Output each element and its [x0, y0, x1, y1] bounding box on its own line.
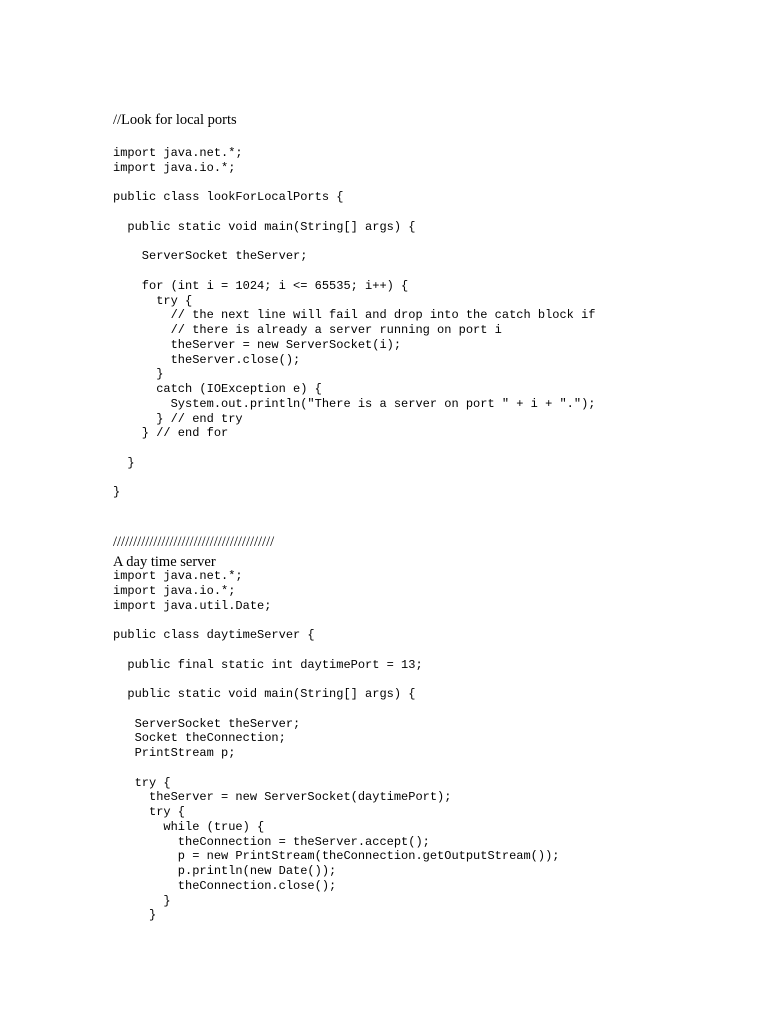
code-line: [113, 761, 559, 776]
section-2-heading: A day time server: [113, 554, 216, 570]
code-line: public final static int daytimePort = 13;: [113, 657, 423, 672]
code-line: }: [113, 893, 171, 908]
section-2-code-block: [113, 569, 559, 923]
code-line: [113, 176, 595, 191]
code-line: import java.io.*;: [113, 583, 236, 598]
code-line: // the next line will fail and drop into the catch block if: [113, 308, 596, 323]
section-separator: ////////////////////////////////////////: [113, 534, 275, 550]
code-line: public static void main(String[] args) {: [113, 219, 416, 234]
code-line: import java.net.*;: [113, 146, 243, 160]
code-line: try {: [113, 775, 171, 790]
code-line: while (true) {: [113, 819, 265, 834]
code-line: p.println(new Date());: [113, 864, 337, 878]
code-line: theServer = new ServerSocket(i);: [113, 337, 402, 352]
code-line: [113, 235, 595, 250]
code-line: theConnection.close();: [113, 878, 337, 893]
code-line: theConnection = theServer.accept();: [113, 834, 430, 849]
code-line: // there is already a server running on port i: [113, 323, 502, 337]
code-line: theServer.close();: [113, 352, 301, 367]
code-line: Socket theConnection;: [113, 731, 286, 746]
code-line: catch (IOException e) {: [113, 382, 322, 396]
code-line: } // end for: [113, 426, 229, 441]
code-line: import java.util.Date;: [113, 598, 272, 613]
code-line: [113, 264, 595, 279]
code-line: PrintStream p;: [113, 746, 236, 760]
code-line: }: [113, 455, 135, 470]
code-line: public static void main(String[] args) {: [113, 687, 416, 701]
code-line: import java.io.*;: [113, 160, 236, 175]
code-line: [113, 672, 559, 687]
code-line: [113, 205, 595, 220]
code-line: [113, 643, 559, 658]
code-line: public class lookForLocalPorts {: [113, 190, 344, 205]
code-line: p = new PrintStream(theConnection.getOutputStream());: [113, 849, 560, 864]
code-line: [113, 613, 559, 628]
code-line: }: [113, 908, 157, 923]
code-line: theServer = new ServerSocket(daytimePort);: [113, 790, 452, 805]
code-line: try {: [113, 293, 193, 308]
code-line: [113, 471, 595, 486]
code-line: for (int i = 1024; i <= 65535; i++) {: [113, 278, 409, 293]
code-line: ServerSocket theServer;: [113, 249, 308, 264]
code-line: [113, 441, 595, 456]
code-line: ServerSocket theServer;: [113, 716, 301, 731]
code-line: import java.net.*;: [113, 569, 243, 583]
code-line: } // end try: [113, 411, 243, 426]
code-line: System.out.println("There is a server on port " + i + ".");: [113, 396, 596, 411]
code-line: public class daytimeServer {: [113, 628, 315, 642]
code-line: }: [113, 367, 164, 382]
section-1-code-block: [113, 146, 595, 500]
section-1-heading: //Look for local ports: [113, 112, 237, 128]
code-line: }: [113, 485, 121, 500]
code-line: try {: [113, 805, 186, 819]
code-line: [113, 702, 559, 717]
